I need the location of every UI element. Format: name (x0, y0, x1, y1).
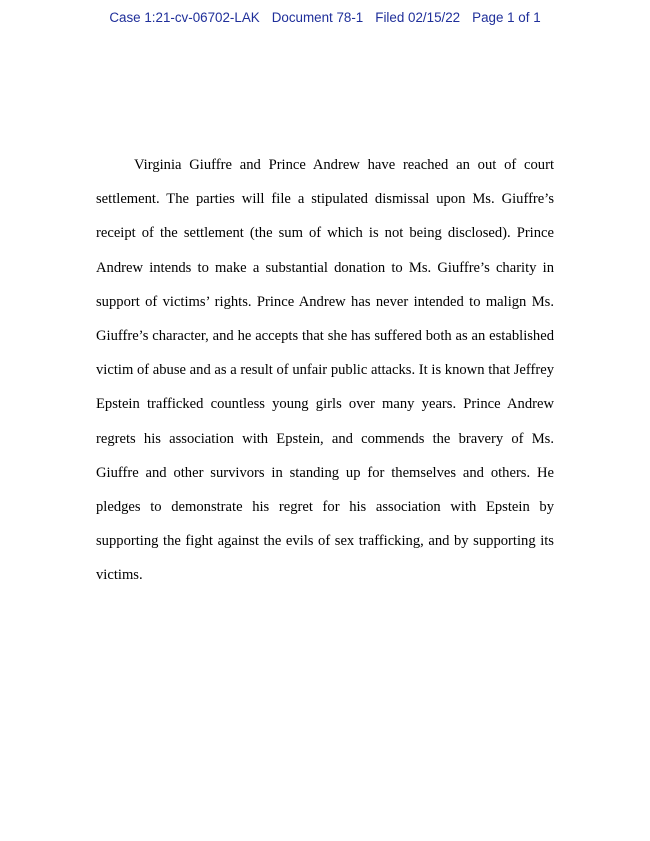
filed-date: Filed 02/15/22 (375, 10, 461, 25)
case-number: Case 1:21-cv-06702-LAK (109, 10, 260, 25)
page-number: Page 1 of 1 (472, 10, 541, 25)
settlement-statement-paragraph: Virginia Giuffre and Prince Andrew have reached an out of court settlement. The parties will file a stipulated dismissal upon Ms. Giuffre’s receipt of the settlement (the sum of which is not being disclosed). Prince Andrew intends to make a substantial donation to Ms. Giuffre’s charity in support of victims’ rights. Prince Andrew has never intended to malign Ms. Giuffre’s character, and he accepts that she has suffered both as an established victim of abuse and as a result of unfair public attacks. It is known that Jeffrey Epstein trafficked countless young girls over many years. Prince Andrew regrets his association with Epstein, and commends the bravery of Ms. Giuffre and other survivors in standing up for themselves and others. He pledges to demonstrate his regret for his association with Epstein by supporting the fight against the evils of sex trafficking, and by supporting its victims. (96, 157, 554, 584)
ecf-filing-header (0, 9, 650, 27)
document-number: Document 78-1 (271, 10, 364, 25)
